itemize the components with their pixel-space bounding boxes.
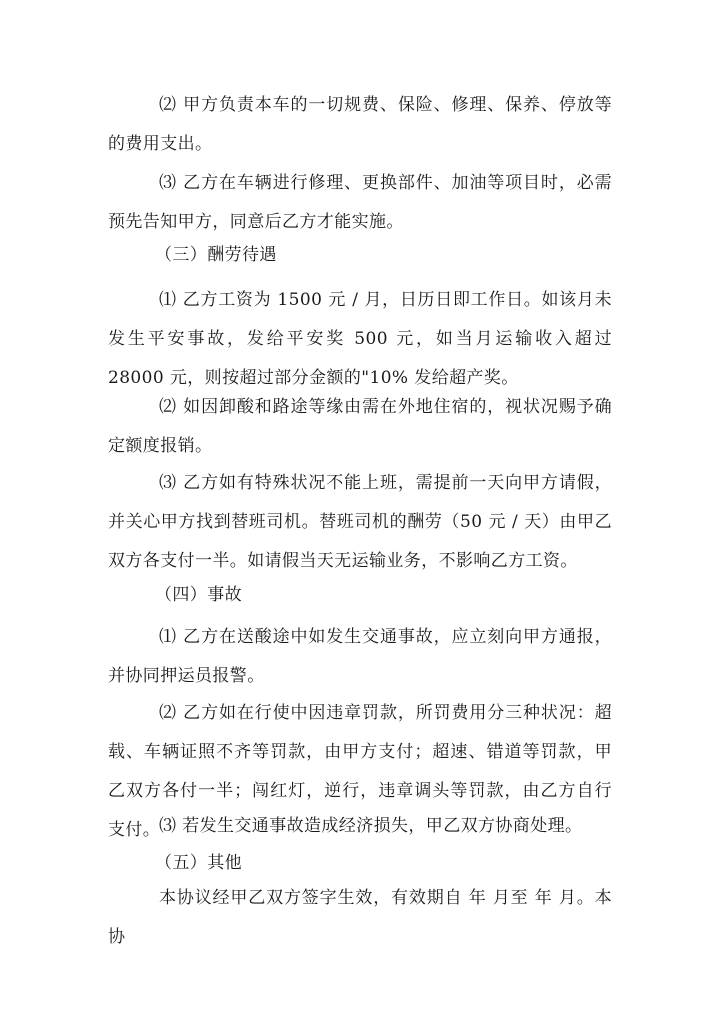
clause-paragraph: ⑵ 甲方负责本车的一切规费、保险、修理、保养、停放等的费用支出。	[108, 95, 612, 154]
section-heading: （四）事故	[155, 585, 242, 605]
clause-paragraph: 本协议经甲乙双方签字生效，有效期自 年 月至 年 月。本协	[108, 888, 612, 947]
clause-paragraph: ⑵ 如因卸酸和路途等缘由需在外地住宿的，视状况赐予确定额度报销。	[108, 397, 612, 456]
clause-paragraph: ⑵ 乙方如在行使中因违章罚款，所罚费用分三种状况：超载、车辆证照不齐等罚款，由甲方支付；超速、错道等罚款，甲乙双方各付一半；闯红灯，逆行，违章调头等罚款，由乙方自行支付。	[108, 703, 612, 840]
section-heading: （三）酬劳待遇	[155, 245, 277, 265]
clause-paragraph: ⑶ 若发生交通事故造成经济损失，甲乙双方协商处理。	[159, 816, 583, 836]
section-heading: （五）其他	[155, 853, 242, 873]
clause-paragraph: ⑶ 乙方在车辆进行修理、更换部件、加油等项目时，必需预先告知甲方，同意后乙方才能实施。	[108, 173, 612, 232]
clause-paragraph: ⑴ 乙方工资为 1500 元 / 月，日历日即工作日。如该月未发生平安事故，发给平安奖 500 元，如当月运输收入超过 28000 元，则按超过部分金额的"10% 发给超产奖。	[108, 290, 612, 388]
clause-paragraph: ⑴ 乙方在送酸途中如发生交通事故，应立刻向甲方通报，并协同押运员报警。	[108, 627, 612, 686]
clause-paragraph: ⑶ 乙方如有特殊状况不能上班，需提前一天向甲方请假，并关心甲方找到替班司机。替班司机的酬劳（50 元 / 天）由甲乙双方各支付一半。如请假当天无运输业务，不影响乙方工资。	[108, 473, 612, 571]
